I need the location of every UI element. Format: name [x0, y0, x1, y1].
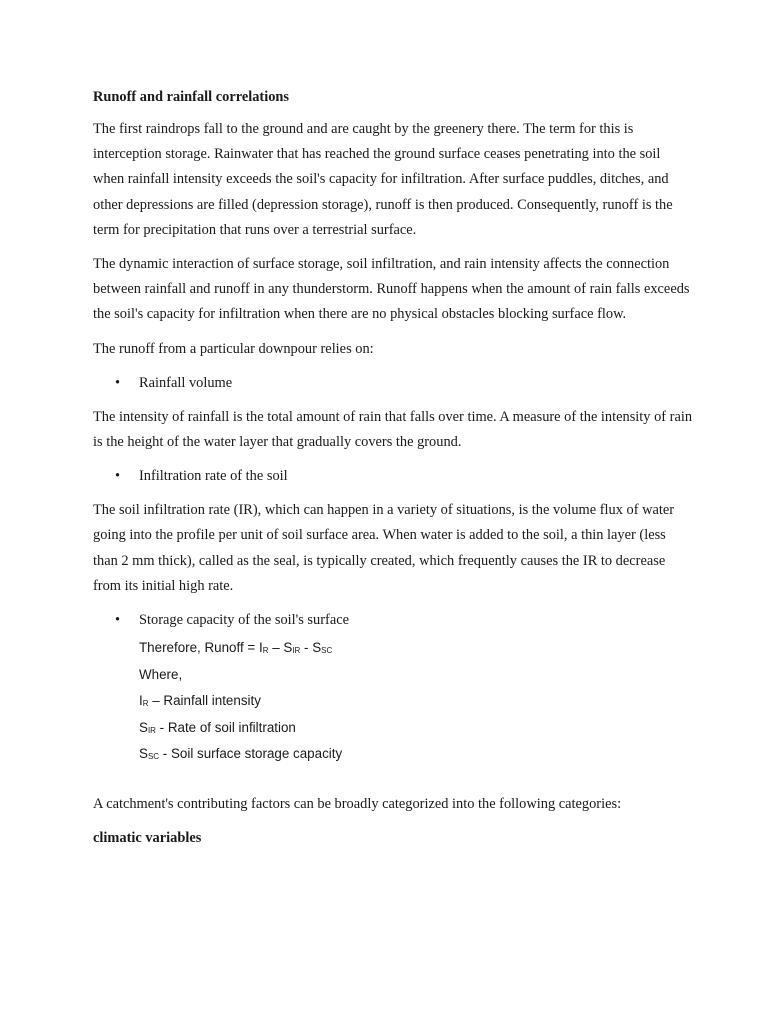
- bullet-label: Storage capacity of the soil's surface: [139, 612, 349, 629]
- runoff-formula: Therefore, Runoff = $I_R - S_{IR} - S_{SC}$: [139, 640, 333, 656]
- document-page: [93, 86, 693, 850]
- document-heading: Runoff and rainfall correlations: [93, 89, 290, 105]
- definition-storage-capacity: $S_{SC}$ - Soil surface storage capacity: [139, 746, 343, 762]
- bullet-icon: •: [115, 374, 121, 391]
- bullet-storage-capacity: [93, 608, 693, 633]
- section-spacer: [93, 768, 693, 792]
- bullet-rainfall-volume: [93, 371, 693, 396]
- paragraph-infiltration-rate: The soil infiltration rate (IR), which can happen in a variety of situations, is the volume flux of water going into the profile per unit of soil surface area. When water is added to the soil, a thin layer (less than 2 mm thick), called as the seal, is typically created, which frequently causes the IR to decrease from its initial high rate.: [93, 502, 675, 594]
- runoff-formula-block: [93, 635, 693, 768]
- bullet-label: Infiltration rate of the soil: [139, 468, 288, 485]
- paragraph-catchment-factors: A catchment's contributing factors can be broadly categorized into the following categories:: [93, 795, 622, 812]
- paragraph-interception: The first raindrops fall to the ground and are caught by the greenery there. The term for this is interception storage. Rainwater that has reached the ground surface ceases penetrating into the soil when rainfall intensity exceeds the soil's capacity for infiltration. After surface puddles, ditches, and other depressions are filled (depression storage), runoff is then produced. Consequently, runoff is the term for precipitation that runs over a terrestrial surface.: [93, 121, 673, 238]
- paragraph-dynamic-interaction: The dynamic interaction of surface storage, soil infiltration, and rain intensity affects the connection between rainfall and runoff in any thunderstorm. Runoff happens when the amount of rain falls exceeds the soil's capacity for infiltration when there are no physical obstacles blocking surface flow.: [93, 256, 690, 323]
- bullet-infiltration-rate: [93, 464, 693, 489]
- bullet-icon: •: [115, 612, 121, 629]
- paragraph-rainfall-intensity: The intensity of rainfall is the total amount of rain that falls over time. A measure of the intensity of rain is the height of the water layer that gradually covers the ground.: [93, 408, 693, 451]
- definition-rainfall-intensity: $I_R$ – Rainfall intensity: [139, 693, 261, 709]
- subheading-climatic-variables: climatic variables: [93, 829, 202, 846]
- formula-where: Where,: [139, 666, 183, 682]
- paragraph-runoff-depends: The runoff from a particular downpour relies on:: [93, 340, 374, 357]
- definition-infiltration-rate: $S_{IR}$ - Rate of soil infiltration: [139, 719, 296, 735]
- bullet-icon: •: [115, 468, 121, 485]
- bullet-label: Rainfall volume: [139, 374, 233, 391]
